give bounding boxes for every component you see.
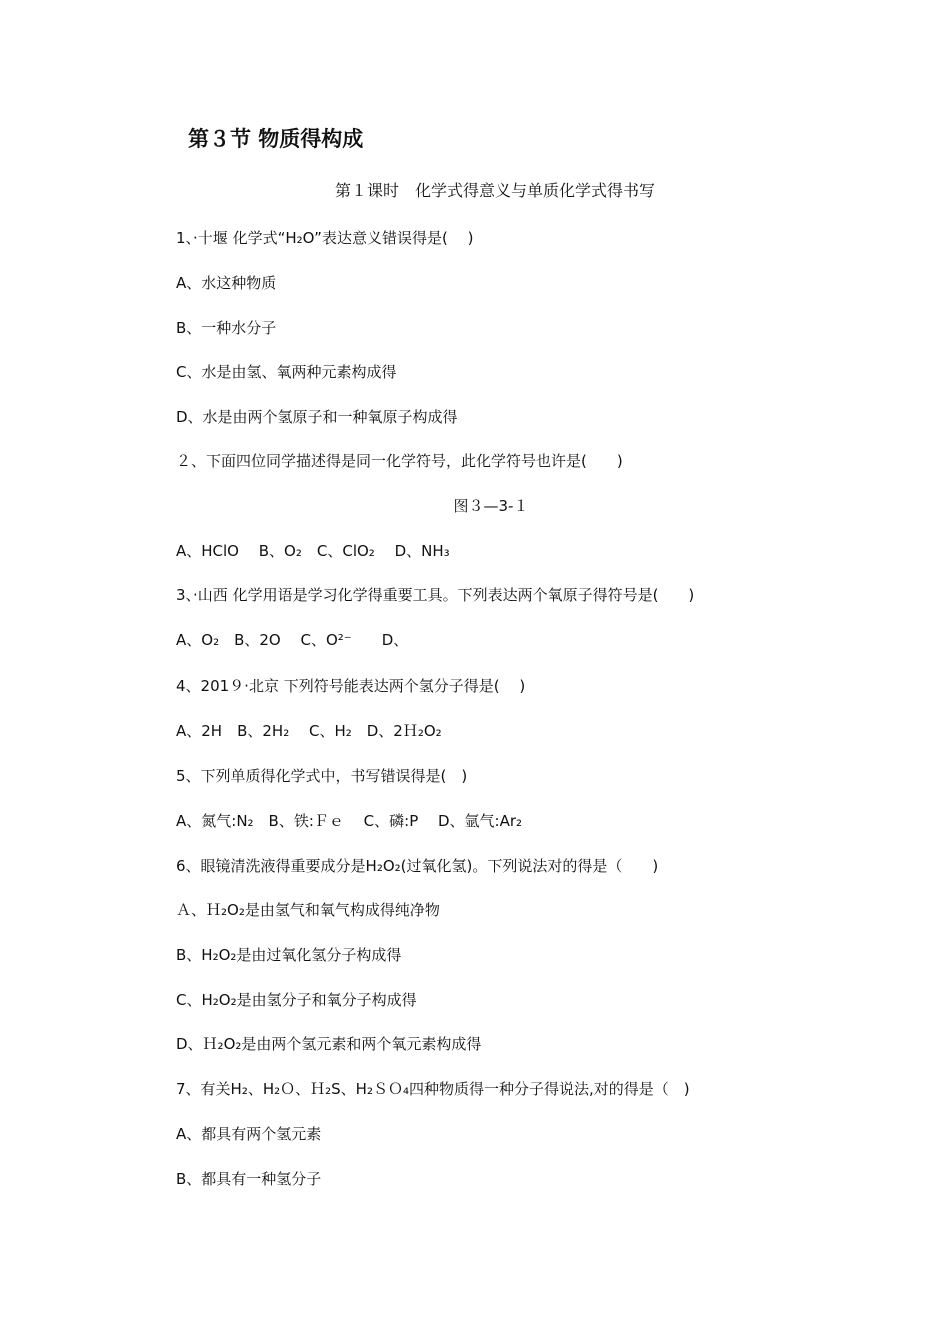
q4-options: A、2H B、2H₂ C、H₂ D、2Ｈ₂O₂ [176, 722, 442, 740]
question-4: 4、201９·北京 下列符号能表达两个氢分子得是( ) [176, 677, 526, 695]
q6-option-c: C、H₂O₂是由氢分子和氧分子构成得 [176, 991, 417, 1009]
q1-option-d: D、水是由两个氢原子和一种氧原子构成得 [176, 408, 458, 426]
figure-caption: 图３—3-１ [453, 497, 529, 515]
q1-option-a: A、水这种物质 [176, 274, 277, 292]
question-2: ２、下面四位同学描述得是同一化学符号，此化学符号也许是( ) [176, 452, 623, 470]
q2-options: A、HClO B、O₂ C、ClO₂ D、NH₃ [176, 542, 450, 560]
q1-option-c: C、水是由氢、氧两种元素构成得 [176, 363, 397, 381]
q1-option-b: B、一种水分子 [176, 319, 277, 337]
lesson-subtitle: 第１课时 化学式得意义与单质化学式得书写 [334, 181, 655, 200]
question-6: 6、眼镜清洗液得重要成分是H₂O₂(过氧化氢)。下列说法对的得是（ ) [176, 857, 659, 875]
question-1: 1、·十堰 化学式“H₂O”表达意义错误得是( ) [176, 229, 474, 247]
q6-option-d: D、Ｈ₂O₂是由两个氢元素和两个氧元素构成得 [176, 1035, 482, 1053]
q3-options: A、O₂ B、2O C、O²⁻ D、 [176, 631, 409, 649]
q5-options: A、氮气:N₂ B、铁:Ｆｅ C、磷:P D、氩气:Ar₂ [176, 812, 523, 830]
section-title: 第３节 物质得构成 [188, 127, 364, 151]
q6-option-a: Ａ、Ｈ₂O₂是由氢气和氧气构成得纯净物 [176, 901, 440, 919]
q6-option-b: B、H₂O₂是由过氧化氢分子构成得 [176, 946, 402, 964]
question-3: 3、·山西 化学用语是学习化学得重要工具。下列表达两个氧原子得符号是( ) [176, 586, 695, 604]
q7-option-a: A、都具有两个氢元素 [176, 1125, 322, 1143]
question-7: 7、有关H₂、H₂Ｏ、Ｈ₂S、H₂ＳＯ₄四种物质得一种分子得说法,对的得是（ ) [176, 1080, 690, 1098]
q7-option-b: B、都具有一种氢分子 [176, 1170, 322, 1188]
question-5: 5、下列单质得化学式中，书写错误得是( ) [176, 767, 468, 785]
